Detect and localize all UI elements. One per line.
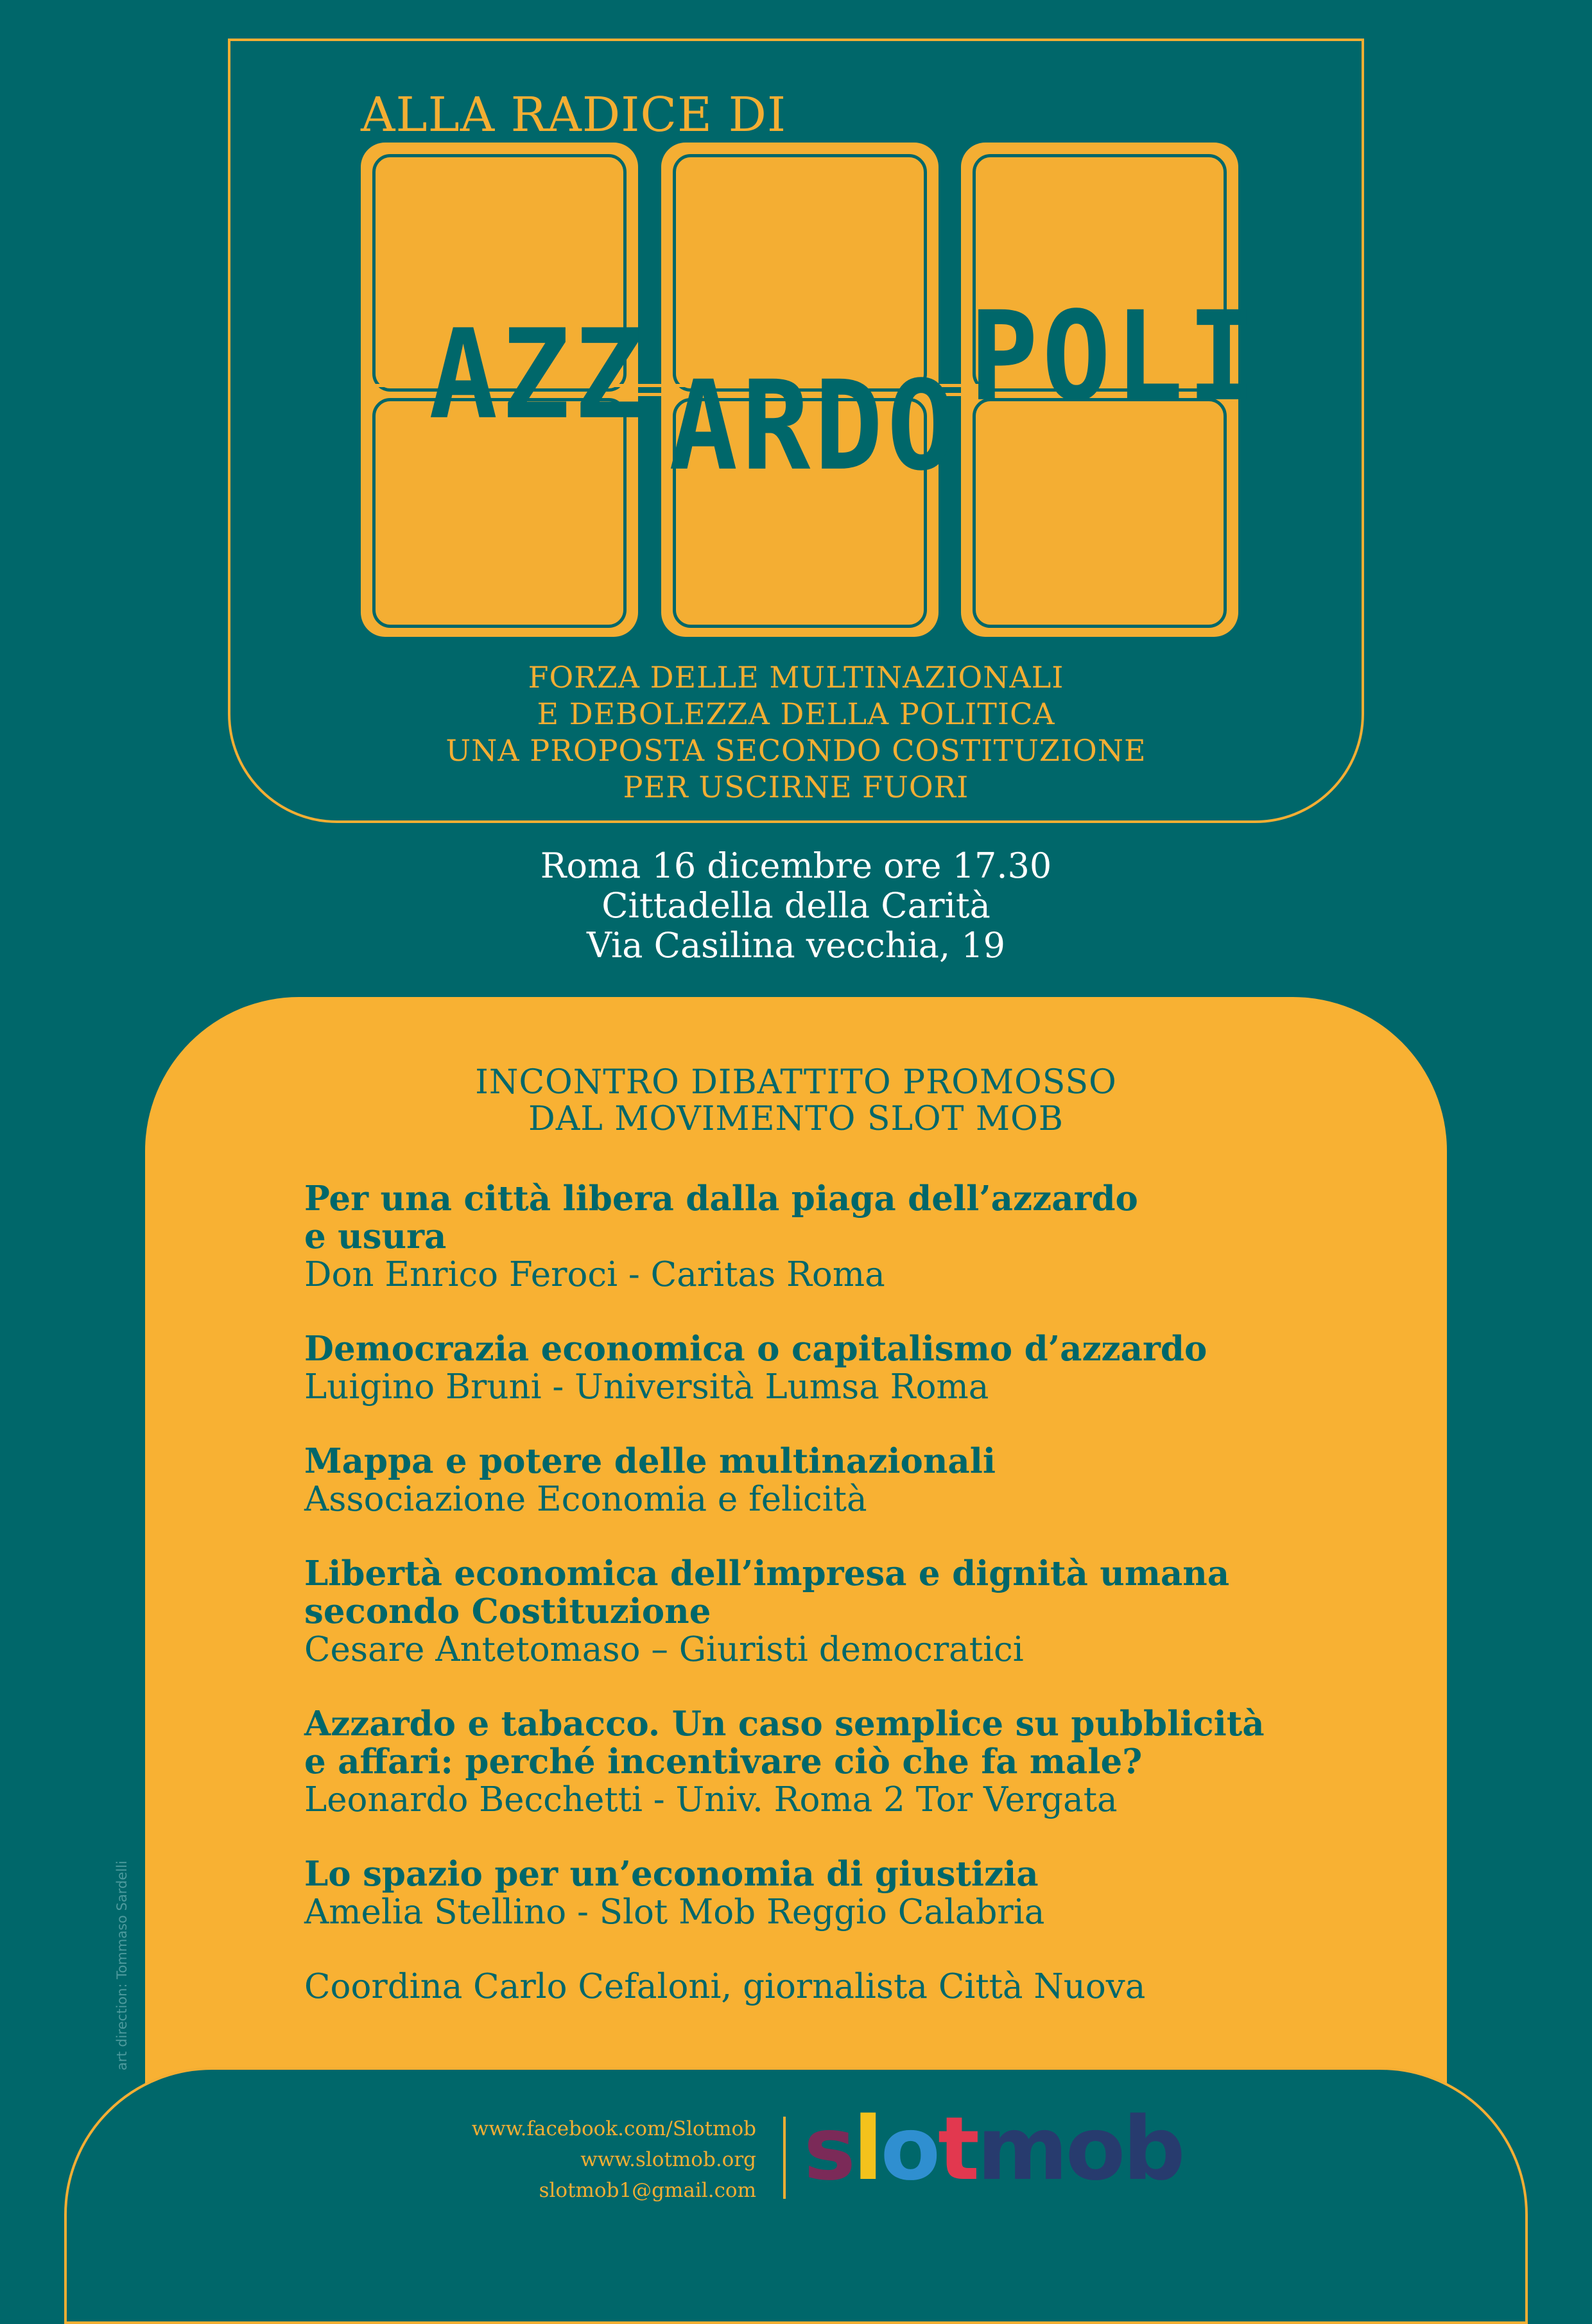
talk-title: Azzardo e tabacco. Un caso semplice su pubblicità [304,1704,1265,1744]
contacts [472,2113,756,2206]
agenda-item [304,1555,1396,1669]
logo-letter: m [977,2099,1066,2200]
reel-word-2: ARDO [669,354,960,498]
pre-title: ALLA RADICE DI [361,87,787,143]
agenda-item [304,1330,1396,1406]
reel-word-3: POLI [969,284,1260,429]
art-direction-credit: art direction: Tommaso Sardelli [114,1860,130,2070]
panel-heading: INCONTRO DIBATTITO PROMOSSO DAL MOVIMENTO SLOT MOB [475,1063,1117,1138]
footer [64,2067,1528,2324]
agenda-item [304,1855,1396,1931]
logo-letter: l [852,2099,881,2200]
slotmob-logo [804,2101,1183,2198]
agenda-item [304,1705,1396,1819]
logo-letter: b [1123,2099,1183,2200]
subtitle: FORZA DELLE MULTINAZIONALI E DEBOLEZZA DELLA POLITICA UNA PROPOSTA SECONDO COSTITUZIONE PER USCIRNE FUORI [446,660,1146,804]
talk-speaker: Don Enrico Feroci - Caritas Roma [304,1255,885,1294]
facebook-link[interactable]: www.facebook.com/Slotmob [471,2117,756,2140]
logo-letter: t [938,2099,978,2200]
talk-title: Libertà economica dell’impresa e dignità umana [304,1554,1230,1593]
talk-title: e affari: perché incentivare ciò che fa male? [304,1742,1143,1782]
talk-title: Democrazia economica o capitalismo d’azzardo [304,1329,1207,1369]
talk-title: secondo Costituzione [304,1591,711,1631]
talk-speaker: Leonardo Becchetti - Univ. Roma 2 Tor Vergata [304,1780,1118,1819]
logo-letter: o [1065,2099,1123,2200]
talk-speaker: Amelia Stellino - Slot Mob Reggio Calabria [304,1893,1045,1932]
event-date: Roma 16 dicembre ore 17.30 [540,845,1052,886]
agenda-item [304,1180,1396,1294]
event-venue: Cittadella della Carità [601,885,991,926]
talk-speaker: Cesare Antetomaso – Giuristi democratici [304,1630,1024,1669]
event-info [0,846,1592,966]
footer-divider [783,2117,786,2199]
coordinator: Coordina Carlo Cefaloni, giornalista Città Nuova [304,1967,1146,2006]
talk-speaker: Associazione Economia e felicità [304,1480,867,1519]
talk-title: e usura [304,1217,447,1256]
talk-title: Lo spazio per un’economia di giustizia [304,1854,1039,1894]
agenda-item [304,1443,1396,1518]
talk-title: Per una città libera dalla piaga dell’azzardo [304,1179,1138,1218]
agenda-list [304,1180,1396,2006]
website-link[interactable]: www.slotmob.org [580,2148,756,2171]
reel-word-1: AZZ [429,302,647,447]
email-link[interactable]: slotmob1@gmail.com [539,2179,756,2202]
talk-speaker: Luigino Bruni - Università Lumsa Roma [304,1367,989,1407]
talk-title: Mappa e potere delle multinazionali [304,1441,996,1481]
logo-letter: o [880,2099,939,2200]
event-address: Via Casilina vecchia, 19 [586,925,1006,966]
logo-letter: s [804,2099,853,2200]
